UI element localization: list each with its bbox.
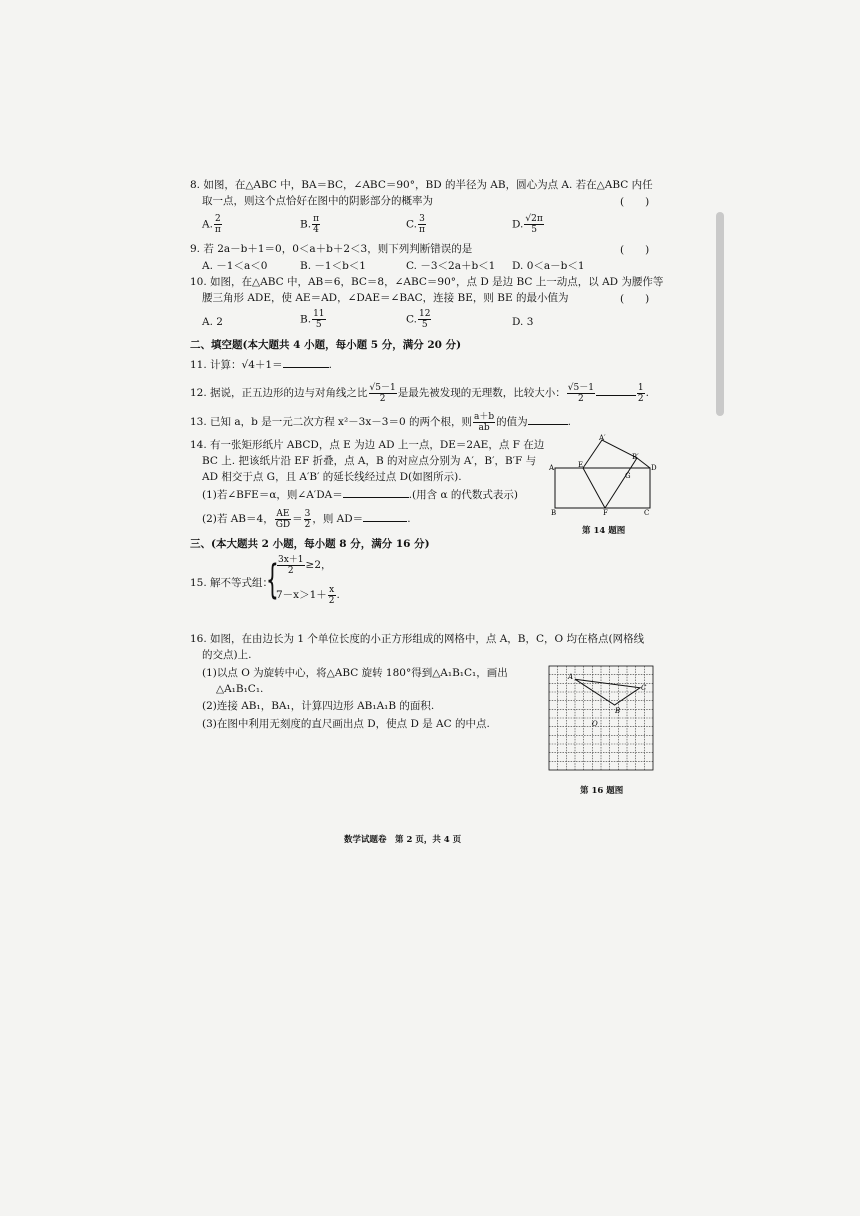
q8-option-a: A. $\frac{2}{\pi}$	[202, 214, 221, 235]
q12: 12. 据说，正五边形的边与对角线之比 $\frac{√5-1}{2}$ 是最先被发现的无理数，比较大小： $\frac{√5-1}{2}$ $\frac{1}{2}$ .	[190, 382, 649, 404]
q8-option-c: C. $\frac{3}{\pi}$	[406, 214, 425, 235]
q10-answer-paren: ( )	[620, 293, 650, 305]
label-a-prime: A′	[599, 434, 606, 442]
label-o: O	[592, 720, 598, 728]
label-c: C	[644, 509, 650, 516]
q16-part3: (3)在图中利用无刻度的直尺画出点 D，使点 D 是 AC 的中点.	[202, 718, 490, 730]
label-a: A	[568, 673, 574, 681]
q16-part1a: (1)以点 O 为旋转中心，将△ABC 旋转 180°得到△A₁B₁C₁，画出	[202, 667, 508, 679]
q14-line2: BC 上. 把该纸片沿 EF 折叠，点 A，B 的对应点分别为 A′，B′，B′F 与	[202, 455, 537, 467]
q14-part2: (2)若 AB＝4， $\frac{AE}{GD}$ ＝ $\frac{3}{2}$ ，则 AD＝ .	[202, 508, 411, 530]
page-footer: 数学试题卷 第 2 页，共 4 页	[344, 835, 462, 845]
q10-option-b: B. $\frac{11}{5}$	[300, 309, 325, 330]
q10-option-d: D. 3	[512, 316, 534, 328]
q16-line2: 的交点)上.	[202, 649, 252, 661]
figure-14-diagram	[548, 434, 660, 516]
q14-line3: AD 相交于点 G，且 A′B′ 的延长线经过点 D(如图所示).	[202, 471, 462, 483]
label-g: G	[625, 472, 631, 480]
q9-option-b: B. －1＜b＜1	[300, 260, 366, 272]
q15-brace: {	[266, 557, 279, 603]
q8-line2: 取一点，则这个点恰好在图中的阴影部分的概率为	[202, 195, 433, 207]
q16-part1b: △A₁B₁C₁.	[216, 683, 264, 695]
q9-option-a: A. －1＜a＜0	[202, 260, 268, 272]
q9-line1: 9. 若 2a－b＋1＝0，0＜a＋b＋2＜3，则下列判断错误的是	[190, 243, 473, 255]
q10-option-a: A. 2	[202, 316, 223, 328]
q10-line1: 10. 如图，在△ABC 中，AB＝6，BC＝8，∠ABC＝90°，点 D 是边 BC 上一动点，以 AD 为腰作等	[190, 276, 664, 288]
label-a: A	[549, 464, 555, 472]
q15-inequality-1: $\frac{3x+1}{2}$ ≥2，	[278, 554, 332, 576]
q8-option-b: B. $\frac{\pi}{4}$	[300, 214, 319, 235]
q8-answer-paren: ( )	[620, 196, 650, 208]
q8-line1: 8. 如图，在△ABC 中，BA＝BC，∠ABC＝90°，BD 的半径为 AB，圆心为点 A. 若在△ABC 内任	[190, 179, 653, 191]
q16-line1: 16. 如图，在由边长为 1 个单位长度的小正方形组成的网格中，点 A，B，C，O 均在格点(网格线	[190, 633, 645, 645]
q14-line1: 14. 有一张矩形纸片 ABCD，点 E 为边 AD 上一点，DE＝2AE，点 F 在边	[190, 439, 545, 451]
label-c: C	[641, 684, 647, 692]
q11: 11. 计算：√4＋1＝ .	[190, 359, 332, 371]
label-b-prime: B′	[632, 453, 639, 461]
q10-option-c: C. $\frac{12}{5}$	[406, 309, 431, 330]
q10-line2: 腰三角形 ADE，使 AE＝AD，∠DAE＝∠BAC，连接 BE，则 BE 的最小值为	[202, 292, 569, 304]
q9-option-d: D. 0＜a－b＜1	[512, 260, 585, 272]
figure-16-caption: 第 16 题图	[580, 786, 624, 796]
label-b: B	[615, 707, 621, 715]
label-e: E	[578, 461, 584, 469]
q8-option-d: D. $\frac{√2\pi}{5}$	[512, 214, 543, 235]
figure-14-caption: 第 14 题图	[582, 526, 626, 536]
section-2-heading: 二、填空题(本大题共 4 小题，每小题 5 分，满分 20 分)	[190, 339, 462, 351]
section-3-heading: 三、(本大题共 2 小题，每小题 8 分，满分 16 分)	[190, 538, 430, 550]
q14-part1: (1)若∠BFE＝α，则∠A′DA＝ .(用含 α 的代数式表示)	[202, 489, 518, 501]
q16-part2: (2)连接 AB₁，BA₁，计算四边形 AB₁A₁B 的面积.	[202, 700, 435, 712]
q15-inequality-2: 7－x＞1＋ $\frac{x}{2}$ .	[276, 584, 340, 606]
label-b: B	[551, 509, 557, 516]
q9-answer-paren: ( )	[620, 244, 650, 256]
scrollbar-thumb[interactable]	[716, 212, 724, 416]
q9-option-c: C. －3＜2a＋b＜1	[406, 260, 496, 272]
q13: 13. 已知 a，b 是一元二次方程 x²－3x－3＝0 的两个根，则 $\frac{a+b}{ab}$ 的值为 .	[190, 411, 571, 433]
label-f: F	[603, 509, 608, 516]
label-d: D	[651, 464, 657, 472]
q15-label: 15. 解不等式组：	[190, 577, 274, 589]
figure-16-grid	[547, 664, 657, 774]
